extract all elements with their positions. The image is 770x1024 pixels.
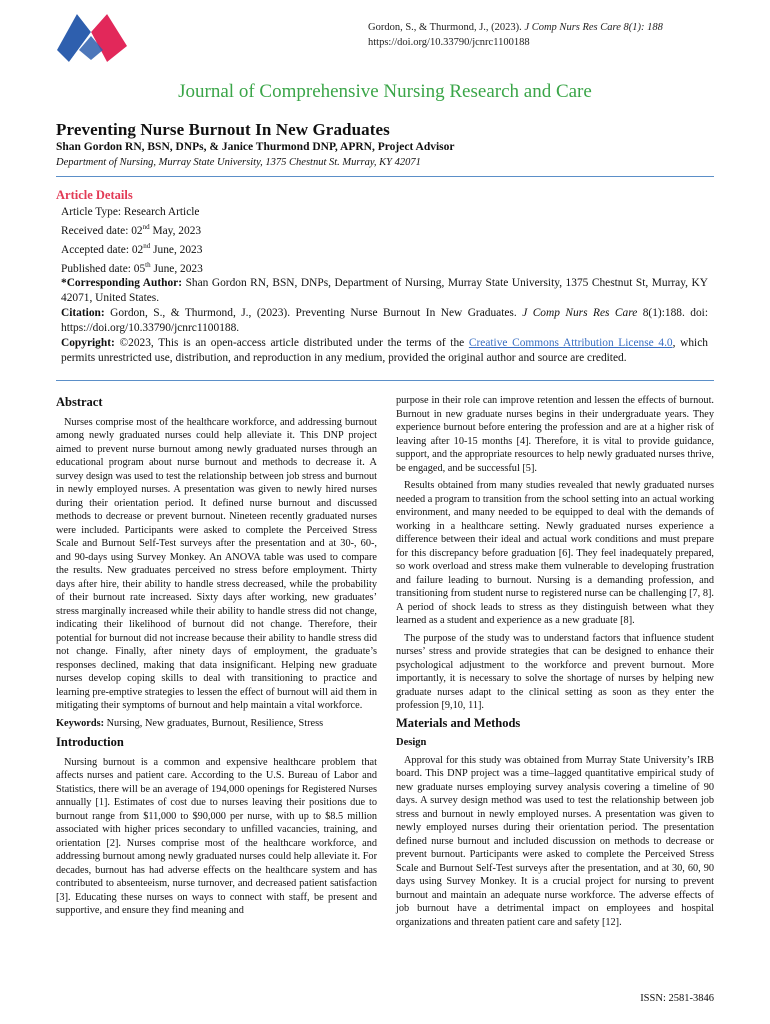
introduction-paragraph-2: Results obtained from many studies revealed that newly graduated nurses needed a program to transition from the school setting into an actual working environment, and many needed to be equipped to deal with the demands of working in a healthcare setting. Newly graduated nurses experience a difference between their ideal and actual work conditions and must prepare for this discrepancy before graduation [6]. They feel inadequately prepared, so work overload and stress make them vulnerable to developing frustration and failure leading to burnout. Nursing is a demanding profession, and transitioning from student nurse to registered nurse can be challenging [7, 8]. A period of shock leads to stress as they distinguish between what they learned as a student and experience as a new graduate [8]. [396, 480, 714, 626]
abstract-heading: Abstract [56, 395, 103, 409]
published-date: Published date: 05th June, 2023 [61, 260, 203, 275]
introduction-heading: Introduction [56, 735, 124, 749]
top-divider [56, 176, 714, 177]
article-details [56, 180, 708, 366]
abstract-text: Nurses comprise most of the healthcare workforce, and addressing burnout among newly graduated nurses could help alleviate it. This DNP project aimed to prevent nurse burnout among newly graduated nurses through an educational program about nurse burnout and methods to decrease it. A survey design was used to test the relationship between job stress and burnout in newly employed nurses. A presentation was given to newly hired nurses during their orientation period. It defined nurse burnout and discussed methods to decrease or prevent burnout. Nineteen recently graduated nurses were included. Participants were asked to complete the Perceived Stress Scale and Burnout Self-Test surveys after the presentation and at 30-, 60-, and 90-days using Survey Monkey. An ANOVA table was used to compare the results. New graduates perceived no stress before employment. Thirty days after hire, their ability to handle stress decreased, while the probability of their burnout rate increased. Sixty days after working, new graduates’ stress marginally increased while their ability to handle stress did not change, indicating their likelihood of burnout did not change. Therefore, their potential for burnout did not increase because their ability to handle stress did not change. Finally, after ninety days of employment, the graduate’s responses declined, making that data insignificant. Helping new graduate nurses develop coping skills to deal with transitioning to practice and learning pre-emptive strategies to lessen the effect of burnout will aid them in mitigating their symptoms of burnout and help maintain a vital workforce. [56, 416, 377, 711]
journal-name: Journal of Comprehensive Nursing Research and Care [178, 81, 592, 102]
header-doi[interactable]: https://doi.org/10.33790/jcnrc1100188 [368, 37, 530, 48]
details-heading: Article Details [56, 188, 133, 202]
citation-authors: Gordon, S., & Thurmond, J., (2023). [368, 22, 522, 33]
received-date: Received date: 02nd May, 2023 [61, 223, 202, 237]
issn-footer: ISSN: 2581-3846 [640, 993, 714, 1004]
details-divider [56, 380, 714, 381]
accepted-date: Accepted date: 02nd June, 2023 [61, 241, 203, 256]
copyright-block: Copyright: ©2023, This is an open-access article distributed under the terms of the Creative Commons Attribution License 4.0, which permits unrestricted use, distribution, and reproduction in any medium, provided the original author and source are credited. [61, 337, 708, 365]
methods-heading: Materials and Methods [396, 715, 521, 730]
introduction-paragraph-3: The purpose of the study was to understand factors that influence student nurses’ stress and provide strategies that can be designed to enhance their psychological adjustment to the workforce and prevent burnout. More importantly, it is necessary to solve the shortage of nurses by helping new graduate nurses adapt to the clinical setting as soon as they enter the profession [9,10, 11]. [396, 632, 714, 711]
citation-block: Citation: Gordon, S., & Thurmond, J., (2023). Preventing Nurse Burnout In New Graduates. J Comp Nurs Res Care 8(1):188. doi: https://doi.org/10.33790/jcnrc1100188. [61, 307, 708, 335]
design-paragraph: Approval for this study was obtained from Murray State University’s IRB board. This DNP project was a time–lagged quantitative empirical study of new graduate nurses employing survey analysis covering a timeline of 90 days. A survey design method was used to test the relationship between job stress and burnout in newly employed nurses. A presentation was given to newly employed nurses during their orientation period. The presentation defined nurse burnout and included discussion on methods to decrease or prevent burnout. Participants were asked to complete the Perceived Stress Scale and Burnout Self-Test surveys after the presentation, and at 30, 60, 90 days using Survey Monkey. It is a crucial project for nursing to prevent burnout and maintain an adequate nurse workforce. The adverse effects of job burnout have a detrimental impact on employees and hospital organizations and threaten patient care and safety [12]. [396, 754, 714, 928]
license-link[interactable]: Creative Commons Attribution License 4.0 [468, 337, 673, 350]
article-type: Article Type: Research Article [61, 206, 200, 218]
introduction-paragraph-1-continued: purpose in their role can improve retention and lessen the effects of burnout. Burnout in new graduate nurses begins in their undergraduate years. They experience burnout before entering the profession and are at a higher risk of leaving after 10-15 months [4]. Therefore, it is vital to provide guidance, support, and the appropriate resources to help newly graduated nurses thrive, be engaged, and be successful [5]. [396, 395, 714, 474]
journal-logo-icon [55, 10, 130, 65]
citation-journal: J Comp Nurs Res Care [524, 22, 621, 33]
article-affiliation: Department of Nursing, Murray State University, 1375 Chestnut St. Murray, KY 42071 [56, 157, 421, 168]
right-column [396, 394, 714, 933]
design-subheading: Design [396, 737, 427, 748]
left-column [56, 394, 377, 922]
introduction-paragraph-1: Nursing burnout is a common and expensive healthcare problem that affects nurses and patient care. According to the U.S. Bureau of Labor and Statistics, there will be an average of 194,000 openings for Registered Nurses annually [1]. Estimates of cost due to nurses leaving their positions due to burnout range from $11,000 to $90,000 per nurse, with up to $8.5 million associated with higher prices secondary to unfilled vacancies, training, and orientation [2]. Nurses comprise most of the healthcare workforce, and addressing burnout among newly graduated nurses could help alleviate it. For decades, burnout has had adverse effects on the healthcare system and has contributed to absenteeism, nurse turnover, and decreased patient satisfaction [3]. Educating these nurses on ways to connect with staff, be present and supportive, and ensure they find meaning and [56, 756, 377, 916]
article-authors: Shan Gordon RN, BSN, DNPs, & Janice Thurmond DNP, APRN, Project Advisor [56, 141, 455, 153]
keywords: Keywords: Nursing, New graduates, Burnout, Resilience, Stress [56, 717, 324, 729]
corresponding-author: *Corresponding Author: Shan Gordon RN, BSN, DNPs, Department of Nursing, Murray State University, 1375 Chestnut St, Murray, KY 42071, United States. [61, 277, 708, 305]
citation-volume: 8(1): 188 [623, 22, 663, 33]
article-title: Preventing Nurse Burnout In New Graduates [56, 120, 390, 139]
header-citation [368, 20, 713, 50]
